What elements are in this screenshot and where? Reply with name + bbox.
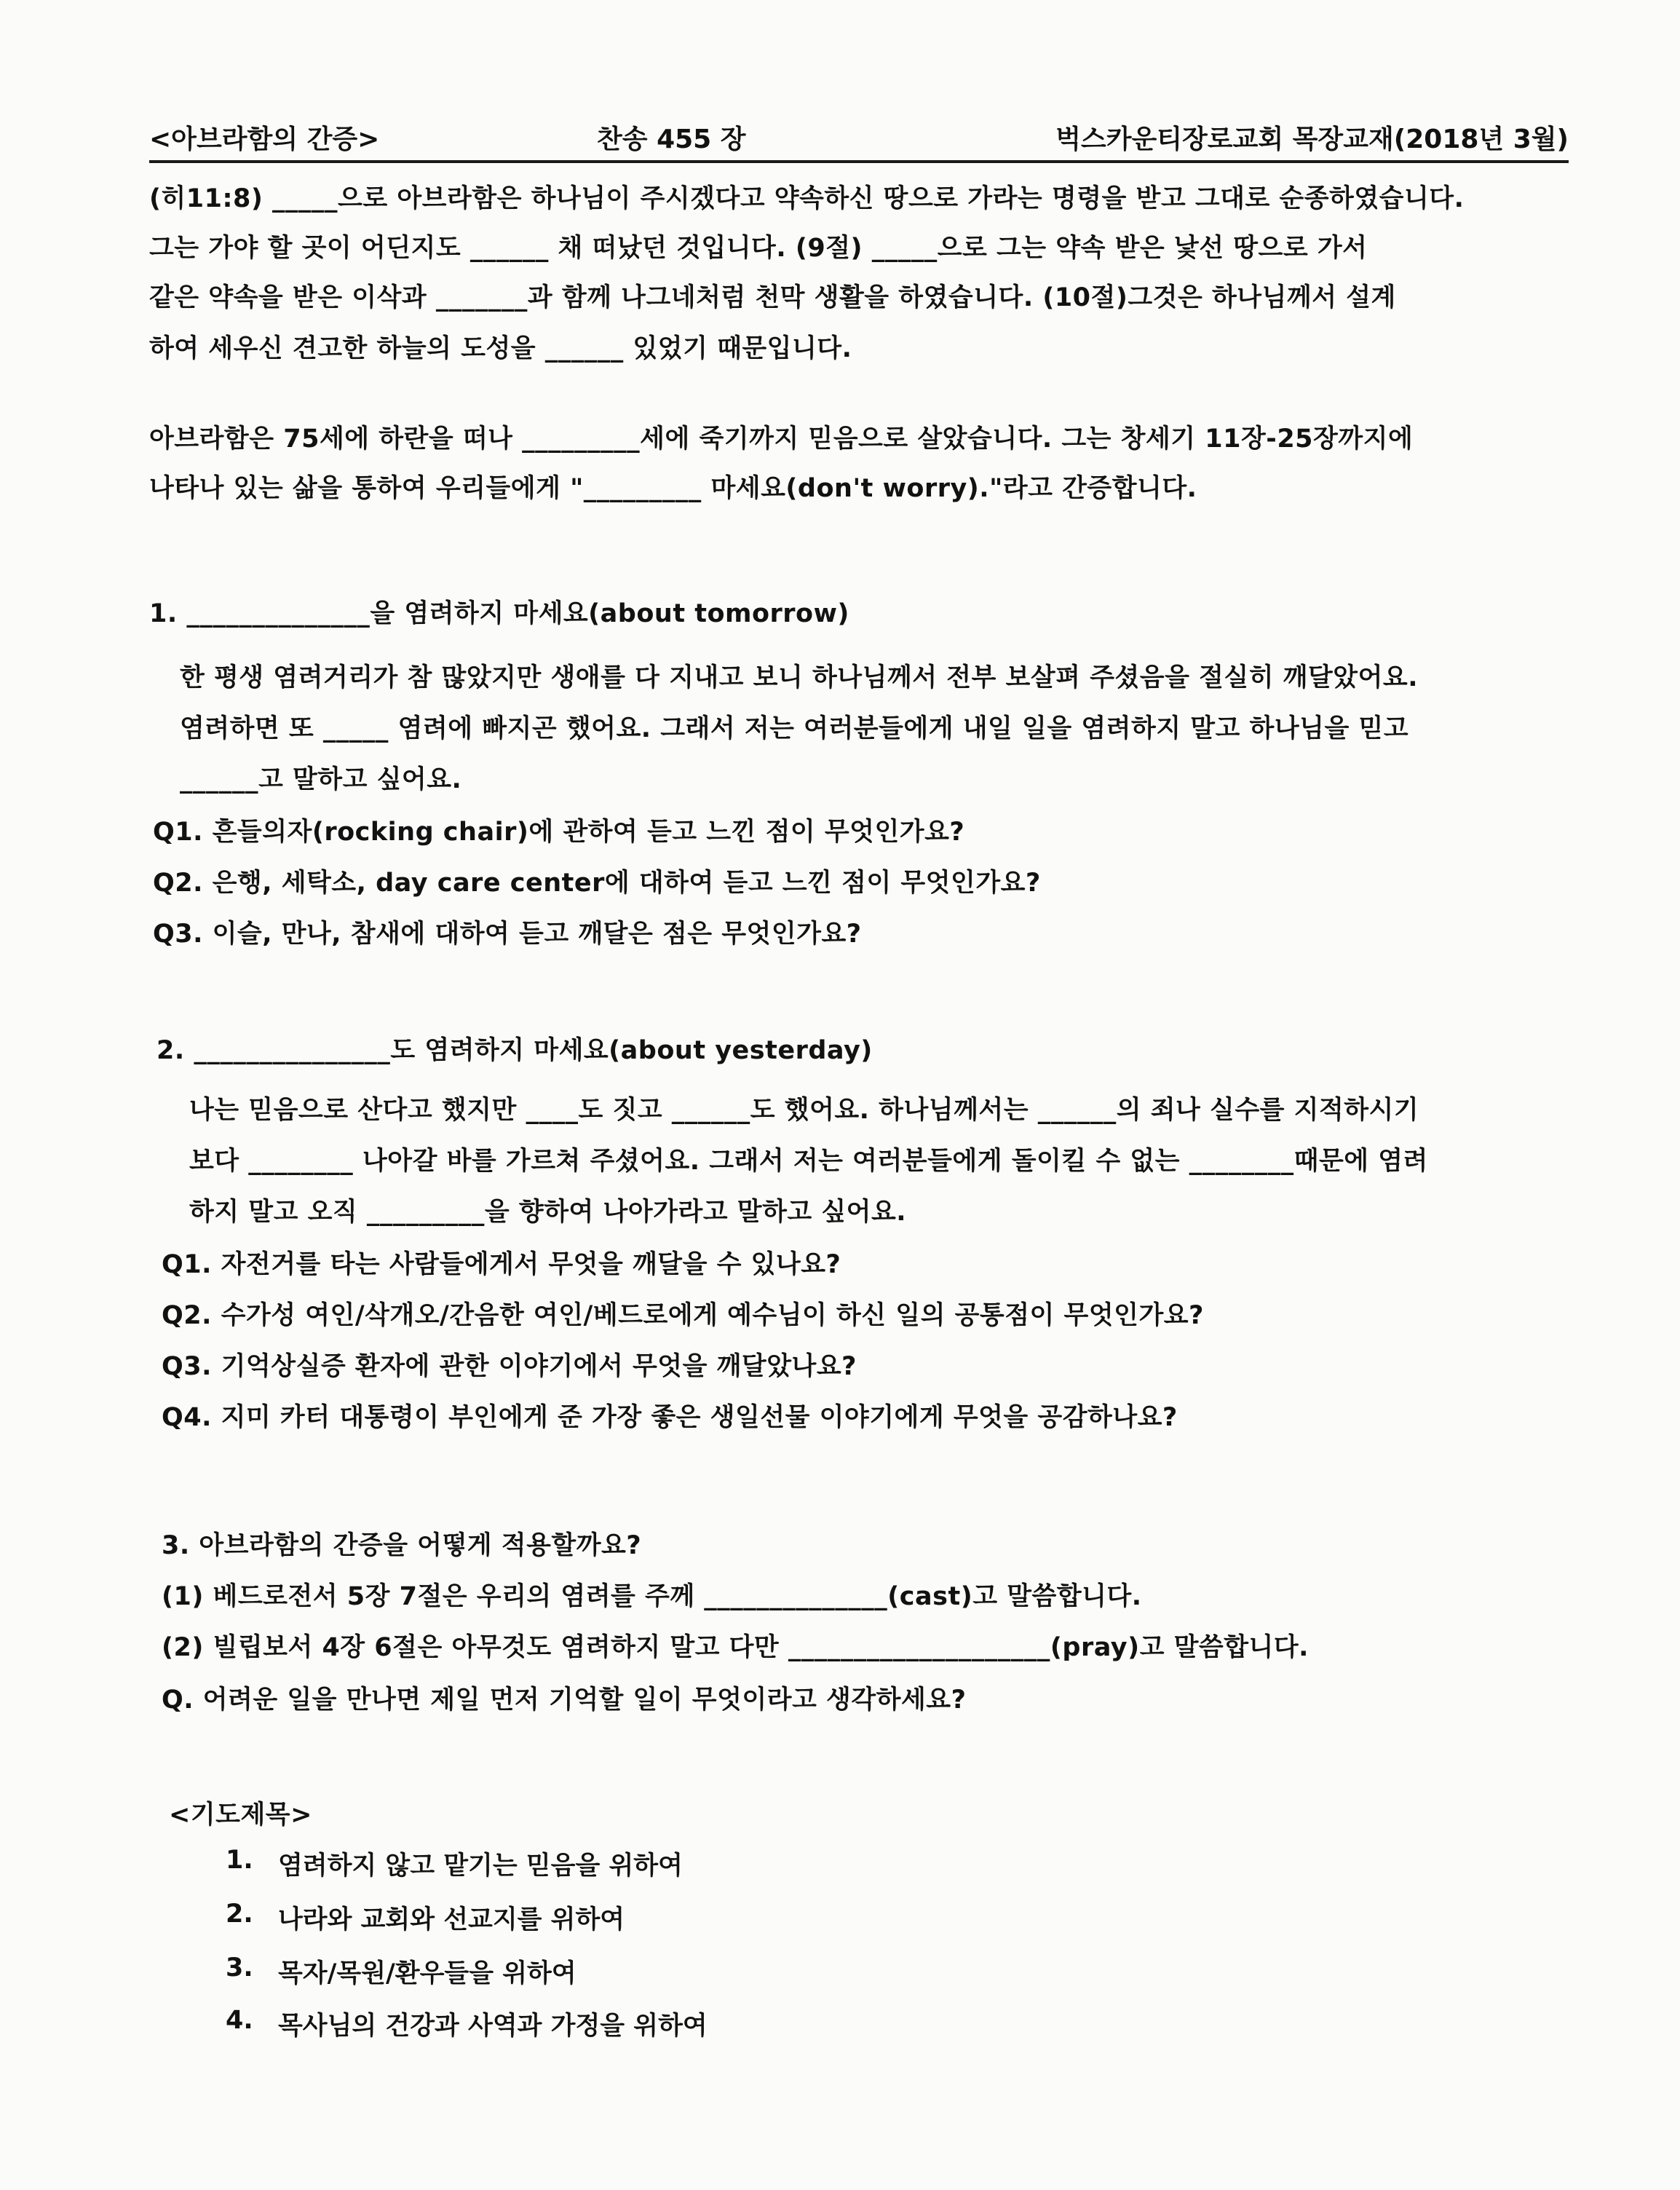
question: Q. 어려운 일을 만나면 제일 먼저 기억할 일이 무엇이라고 생각하세요?: [162, 1685, 967, 1715]
prayer-item-number: 3.: [226, 1953, 253, 1983]
prayer-item-text: 나라와 교회와 선교지를 위하여: [278, 1905, 625, 1934]
section-title: 3. 아브라함의 간증을 어떻게 적용할까요?: [162, 1531, 642, 1560]
lesson-title: <아브라함의 간증>: [149, 124, 380, 154]
section-body-line: 보다 ________ 나아갈 바를 가르쳐 주셨어요. 그래서 저는 여러분들에게 돌이킬 수 없는 ________때문에 염려: [189, 1147, 1428, 1176]
page-header: [149, 102, 1569, 163]
section-title: 1. ______________을 염려하지 마세요(about tomorrow): [149, 599, 849, 628]
question: Q3. 기억상실증 환자에 관한 이야기에서 무엇을 깨달았나요?: [162, 1352, 857, 1381]
question: Q2. 은행, 세탁소, day care center에 대하여 듣고 느낀 점이 무엇인가요?: [153, 869, 1041, 898]
intro-paragraph-2: [149, 419, 1569, 521]
prayer-item-number: 4.: [226, 2006, 253, 2035]
prayer-item-number: 2.: [226, 1900, 253, 1929]
intro-line: 그는 가야 할 곳이 어딘지도 ______ 채 떠났던 것입니다. (9절) _____으로 그는 약속 받은 낯선 땅으로 가서: [149, 234, 1368, 263]
question: Q2. 수가성 여인/삭개오/간음한 여인/베드로에게 예수님이 하신 일의 공통점이 무엇인가요?: [162, 1301, 1204, 1330]
application-item: (1) 베드로전서 5장 7절은 우리의 염려를 주께 ______________(cast)고 말씀합니다.: [162, 1582, 1142, 1611]
question: Q1. 자전거를 타는 사람들에게서 무엇을 깨달을 수 있나요?: [162, 1250, 841, 1279]
question: Q3. 이슬, 만나, 참새에 대하여 듣고 깨달은 점은 무엇인가요?: [153, 920, 862, 949]
intro2-line: 아브라함은 75세에 하란을 떠나 _________세에 죽기까지 믿음으로 살았습니다. 그는 창세기 11장-25장까지에: [149, 424, 1414, 454]
application-item: (2) 빌립보서 4장 6절은 아무것도 염려하지 말고 다만 ____________________(pray)고 말씀합니다.: [162, 1633, 1309, 1662]
intro-line: 하여 세우신 견고한 하늘의 도성을 ______ 있었기 때문입니다.: [149, 334, 852, 363]
section-body-line: 나는 믿음으로 산다고 했지만 ____도 짓고 ______도 했어요. 하나님께서는 ______의 죄나 실수를 지적하시기: [189, 1096, 1419, 1125]
prayer-item-text: 목자/목원/환우들을 위하여: [278, 1959, 576, 1988]
church-source: 벅스카운티장로교회 목장교재(2018년 3월): [1055, 124, 1569, 154]
section-body-line: 염려하면 또 _____ 염려에 빠지곤 했어요. 그래서 저는 여러분들에게 내일 일을 염려하지 말고 하나님을 믿고: [180, 714, 1409, 743]
prayer-item: [226, 1846, 1026, 1882]
intro-paragraph: [149, 178, 1569, 397]
section-1: [149, 593, 1569, 972]
intro2-line: 나타나 있는 삶을 통하여 우리들에게 "_________ 마세요(don't worry)."라고 간증합니다.: [149, 474, 1197, 503]
question: Q4. 지미 카터 대통령이 부인에게 준 가장 좋은 생일선물 이야기에게 무엇을 공감하나요?: [162, 1403, 1178, 1432]
prayer-item-text: 염려하지 않고 맡기는 믿음을 위하여: [278, 1851, 683, 1881]
intro-line: (히11:8) _____으로 아브라함은 하나님이 주시겠다고 약속하신 땅으로 가라는 명령을 받고 그대로 순종하였습니다.: [149, 184, 1465, 213]
section-body-line: 한 평생 염려거리가 참 많았지만 생애를 다 지내고 보니 하나님께서 전부 보살펴 주셨음을 절실히 깨달았어요.: [180, 663, 1419, 692]
prayer-item-text: 목사님의 건강과 사역과 가정을 위하여: [278, 2012, 708, 2041]
prayer-item-number: 1.: [226, 1846, 253, 1875]
section-2: [153, 1030, 1572, 1452]
section-3: [162, 1525, 1581, 1729]
section-body-line: ______고 말하고 싶어요.: [180, 765, 462, 794]
prayer-title: <기도제목>: [169, 1800, 312, 1830]
prayer-item: [226, 1900, 1026, 1936]
question: Q1. 흔들의자(rocking chair)에 관하여 듣고 느낀 점이 무엇인가요?: [153, 818, 965, 847]
hymn-number: 찬송 455 장: [597, 124, 746, 154]
section-title: 2. _______________도 염려하지 마세요(about yesterday): [156, 1036, 873, 1065]
prayer-item: [226, 1953, 1026, 1990]
section-body-line: 하지 말고 오직 _________을 향하여 나아가라고 말하고 싶어요.: [189, 1198, 907, 1227]
intro-line: 같은 약속을 받은 이삭과 _______과 함께 나그네처럼 천막 생활을 하였습니다. (10절)그것은 하나님께서 설계: [149, 283, 1396, 312]
prayer-section: [169, 1795, 1042, 2042]
prayer-item: [226, 2006, 1026, 2042]
